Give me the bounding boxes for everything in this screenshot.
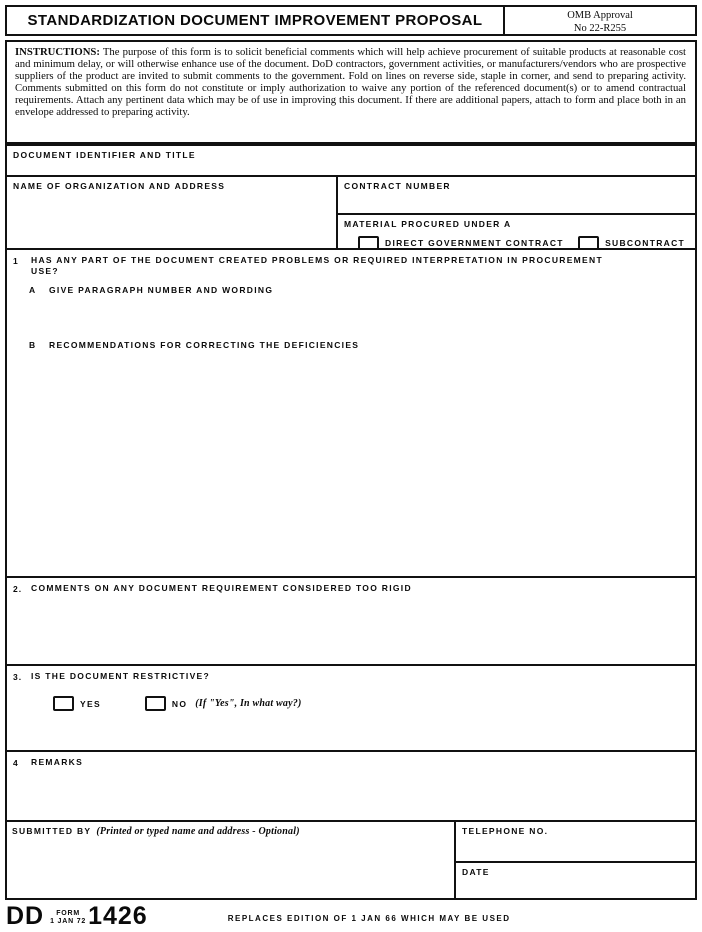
date-label: DATE [462, 867, 490, 877]
question2-label: COMMENTS ON ANY DOCUMENT REQUIREMENT CONSIDERED TOO RIGID [31, 583, 412, 593]
instructions-box [5, 40, 697, 144]
direct-government-contract-label: DIRECT GOVERNMENT CONTRACT [385, 238, 564, 249]
instructions-label: INSTRUCTIONS: [15, 46, 100, 58]
question3-number: 3. [13, 672, 23, 682]
question1-text-line1: HAS ANY PART OF THE DOCUMENT CREATED PROBLEMS OR REQUIRED INTERPRETATION IN PROCUREMENT [31, 255, 603, 265]
form-number: 1426 [88, 901, 148, 930]
question1a-area[interactable] [29, 285, 695, 296]
organization-label: NAME OF ORGANIZATION AND ADDRESS [13, 181, 226, 191]
question3-field[interactable] [5, 664, 697, 752]
question4-field[interactable] [5, 750, 697, 822]
contract-number-label: CONTRACT NUMBER [344, 181, 451, 191]
submitted-by-label: SUBMITTED BY [12, 826, 92, 836]
form-title-box [5, 5, 505, 36]
no-label: NO [171, 698, 188, 709]
yes-option[interactable] [53, 696, 101, 711]
no-option[interactable] [145, 696, 187, 711]
question1-text-line2: USE? [31, 265, 59, 276]
material-procured-section [336, 213, 697, 250]
instructions-body: The purpose of this form is to solicit beneficial comments which will help achieve procurement of suitable products at reasonable cost and minimum delay, or will otherwise enhance use of the document. DoD contractors, government activities, or manufacturers/vendors who are prospective suppliers of the product are invited to submit comments to the government. Fold on lines on reverse side, staple in corner, and send to preparing activity. Comments submitted on this form do not constitute or imply authorization to waive any portion of the referenced document(s) or to amend contractual requirements. Attach any pertinent data which may be of use in improving this document. If there are additional papers, attach to form and place both in an envelope addressed to preparing activity. [15, 46, 686, 119]
question1b-label: RECOMMENDATIONS FOR CORRECTING THE DEFICIENCIES [49, 339, 360, 350]
question4-number: 4 [13, 758, 19, 768]
form-footer [6, 901, 696, 931]
replaces-note: REPLACES EDITION OF 1 JAN 66 WHICH MAY BE USED [227, 913, 511, 923]
dd-prefix: DD [6, 901, 45, 930]
question1b-area[interactable] [29, 340, 695, 351]
question3-note: (If "Yes", In what way?) [195, 698, 302, 709]
form-title: STANDARDIZATION DOCUMENT IMPROVEMENT PROPOSAL [27, 12, 483, 29]
form-date: 1 JAN 72 [50, 918, 87, 925]
no-checkbox[interactable] [145, 696, 166, 711]
organization-field[interactable] [5, 175, 338, 250]
omb-approval-box [503, 5, 697, 36]
submitted-by-field[interactable] [5, 820, 456, 900]
form-word: FORM [56, 909, 80, 917]
omb-approval-line2: No 22-R255 [573, 23, 627, 35]
contract-number-field[interactable] [336, 175, 697, 215]
subcontract-label: SUBCONTRACT [605, 238, 685, 249]
question2-number: 2. [13, 584, 23, 594]
question1-field[interactable] [5, 248, 697, 578]
omb-approval-line1: OMB Approval [567, 10, 633, 21]
question1a-label: GIVE PARAGRAPH NUMBER AND WORDING [49, 285, 274, 296]
question1-number: 1 [13, 256, 19, 266]
material-procured-label: MATERIAL PROCURED UNDER A [344, 219, 512, 229]
question4-label: REMARKS [31, 757, 84, 767]
submitted-by-note: (Printed or typed name and address - Optional) [96, 826, 300, 837]
yes-label: YES [80, 698, 101, 709]
question1a-letter: A [29, 285, 37, 296]
yes-checkbox[interactable] [53, 696, 74, 711]
document-identifier-field[interactable] [5, 144, 697, 177]
question1b-letter: B [29, 339, 37, 350]
document-identifier-label: DOCUMENT IDENTIFIER AND TITLE [13, 150, 196, 160]
telephone-label: TELEPHONE NO. [462, 826, 549, 836]
question3-label: IS THE DOCUMENT RESTRICTIVE? [31, 671, 211, 681]
date-field[interactable] [454, 861, 697, 900]
question2-field[interactable] [5, 576, 697, 666]
telephone-field[interactable] [454, 820, 697, 863]
